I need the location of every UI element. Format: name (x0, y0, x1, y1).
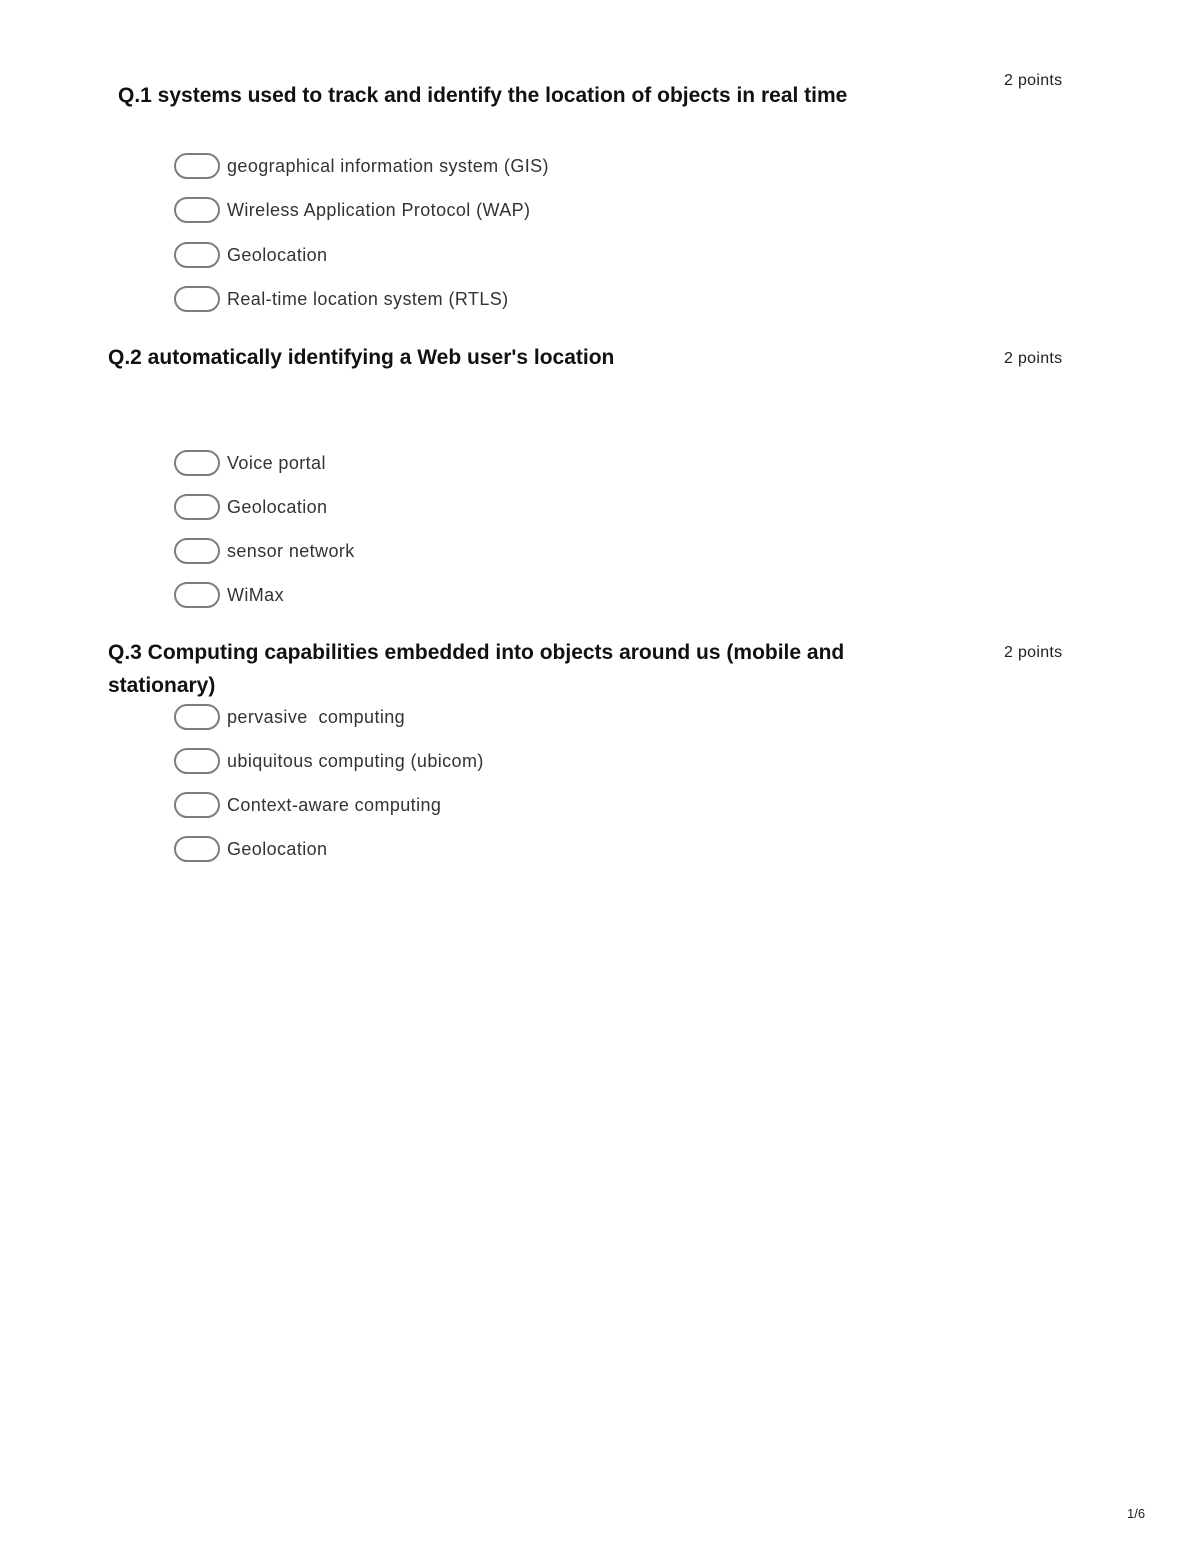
radio-button[interactable] (174, 153, 220, 179)
points-label: 2 points (1004, 644, 1063, 661)
answer-option[interactable] (174, 448, 326, 478)
option-label: Voice portal (227, 452, 326, 473)
option-label: sensor network (227, 540, 355, 561)
question-title: Q.2 automatically identifying a Web user's location (108, 346, 615, 369)
answer-option[interactable] (174, 492, 327, 522)
radio-button[interactable] (174, 792, 220, 818)
answer-option[interactable] (174, 284, 509, 314)
answer-option[interactable] (174, 195, 530, 225)
answer-option[interactable] (174, 151, 549, 181)
option-label: Geolocation (227, 496, 328, 517)
page-number: 1/6 (1127, 1506, 1146, 1521)
points-label: 2 points (1004, 72, 1063, 89)
radio-button[interactable] (174, 450, 220, 476)
answer-option[interactable] (174, 580, 284, 610)
radio-button[interactable] (174, 286, 220, 312)
radio-button[interactable] (174, 748, 220, 774)
question-title: Q.1 systems used to track and identify the location of objects in real time (118, 84, 848, 107)
option-label: geographical information system (GIS) (227, 155, 549, 176)
option-label: pervasive computing (227, 706, 406, 727)
radio-button[interactable] (174, 836, 220, 862)
answer-option[interactable] (174, 240, 327, 270)
option-label: Wireless Application Protocol (WAP) (227, 199, 531, 220)
points-label: 2 points (1004, 350, 1063, 367)
answer-option[interactable] (174, 790, 441, 820)
radio-button[interactable] (174, 538, 220, 564)
answer-option[interactable] (174, 536, 355, 566)
option-label: Geolocation (227, 838, 328, 859)
option-label: ubiquitous computing (ubicom) (227, 750, 484, 771)
question-title: Q.3 Computing capabilities embedded into objects around us (mobile and stationary) (108, 641, 845, 697)
radio-button[interactable] (174, 582, 220, 608)
option-label: Real-time location system (RTLS) (227, 288, 509, 309)
radio-button[interactable] (174, 704, 220, 730)
answer-option[interactable] (174, 702, 405, 732)
radio-button[interactable] (174, 197, 220, 223)
radio-button[interactable] (174, 242, 220, 268)
option-label: Context-aware computing (227, 794, 442, 815)
radio-button[interactable] (174, 494, 220, 520)
option-label: WiMax (227, 584, 284, 605)
answer-option[interactable] (174, 834, 327, 864)
answer-option[interactable] (174, 746, 484, 776)
option-label: Geolocation (227, 244, 328, 265)
